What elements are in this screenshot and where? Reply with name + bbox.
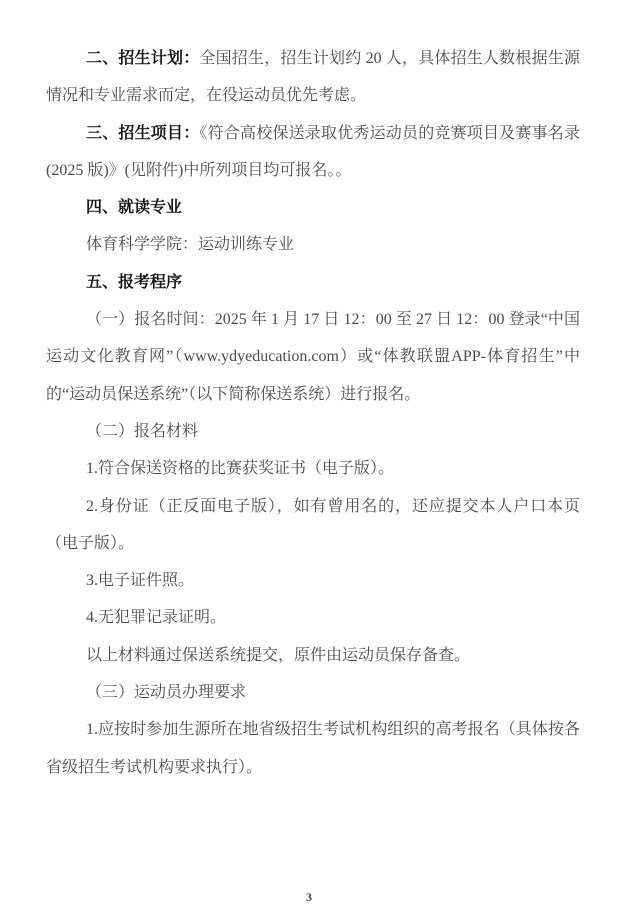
para-text: 《符合高校保送录取优秀运动员的竞赛项目及赛事名录(2025 版)》(见附件)中所列项目均可报名。。 xyxy=(46,124,580,179)
heading-application-procedure xyxy=(46,264,580,301)
heading-enrollment-plan: 二、招生计划： xyxy=(86,50,200,67)
para-text: 全国招生，招生计划约 20 人，具体招生人数根据生源情况和专业需求而定，在役运动员优先考虑。 xyxy=(46,50,580,105)
heading-study-major xyxy=(46,189,580,226)
para-material-1 xyxy=(46,450,580,487)
para-text: （一）报名时间：2025 年 1 月 17 日 12：00 至 27 日 12：00 登录“中国运动文化教育网”（www.ydyeducation.com）或“体教联盟APP-体育招生”中的“运动员保送系统”（以下简称保送系统）进行报名。 xyxy=(46,311,580,403)
heading-enrollment-events: 三、招生项目： xyxy=(86,124,200,142)
para-text: 1.符合保送资格的比赛获奖证书（电子版）。 xyxy=(86,460,395,478)
para-study-major xyxy=(46,226,580,263)
para-text: 3.电子证件照。 xyxy=(86,572,195,590)
para-text: （三）运动员办理要求 xyxy=(86,684,247,702)
page-number: 3 xyxy=(306,890,312,904)
para-text: 2.身份证（正反面电子版），如有曾用名的，还应提交本人户口本页（电子版）。 xyxy=(46,497,580,552)
heading-application-procedure-label: 五、报考程序 xyxy=(86,273,183,291)
para-registration-materials-heading xyxy=(46,413,580,450)
para-athlete-requirements-heading xyxy=(46,674,580,711)
para-text: 体育科学学院：运动训练专业 xyxy=(86,236,295,254)
para-text: 1.应按时参加生源所在地省级招生考试机构组织的高考报名（具体按各省级招生考试机构要求执行）。 xyxy=(46,721,580,776)
para-material-4 xyxy=(46,599,580,636)
page-content xyxy=(46,0,580,786)
para-text: 4.无犯罪记录证明。 xyxy=(86,609,227,627)
para-text: （二）报名材料 xyxy=(86,422,199,440)
heading-study-major-label: 四、就读专业 xyxy=(86,199,183,217)
para-athlete-requirement-1 xyxy=(46,711,580,786)
para-materials-submission-note xyxy=(46,637,580,674)
para-registration-time xyxy=(46,301,580,413)
para-enrollment-events xyxy=(46,115,580,190)
para-material-2 xyxy=(46,488,580,563)
para-material-3 xyxy=(46,562,580,599)
para-enrollment-plan xyxy=(46,40,580,115)
para-text: 以上材料通过保送系统提交，原件由运动员保存备查。 xyxy=(86,646,471,664)
